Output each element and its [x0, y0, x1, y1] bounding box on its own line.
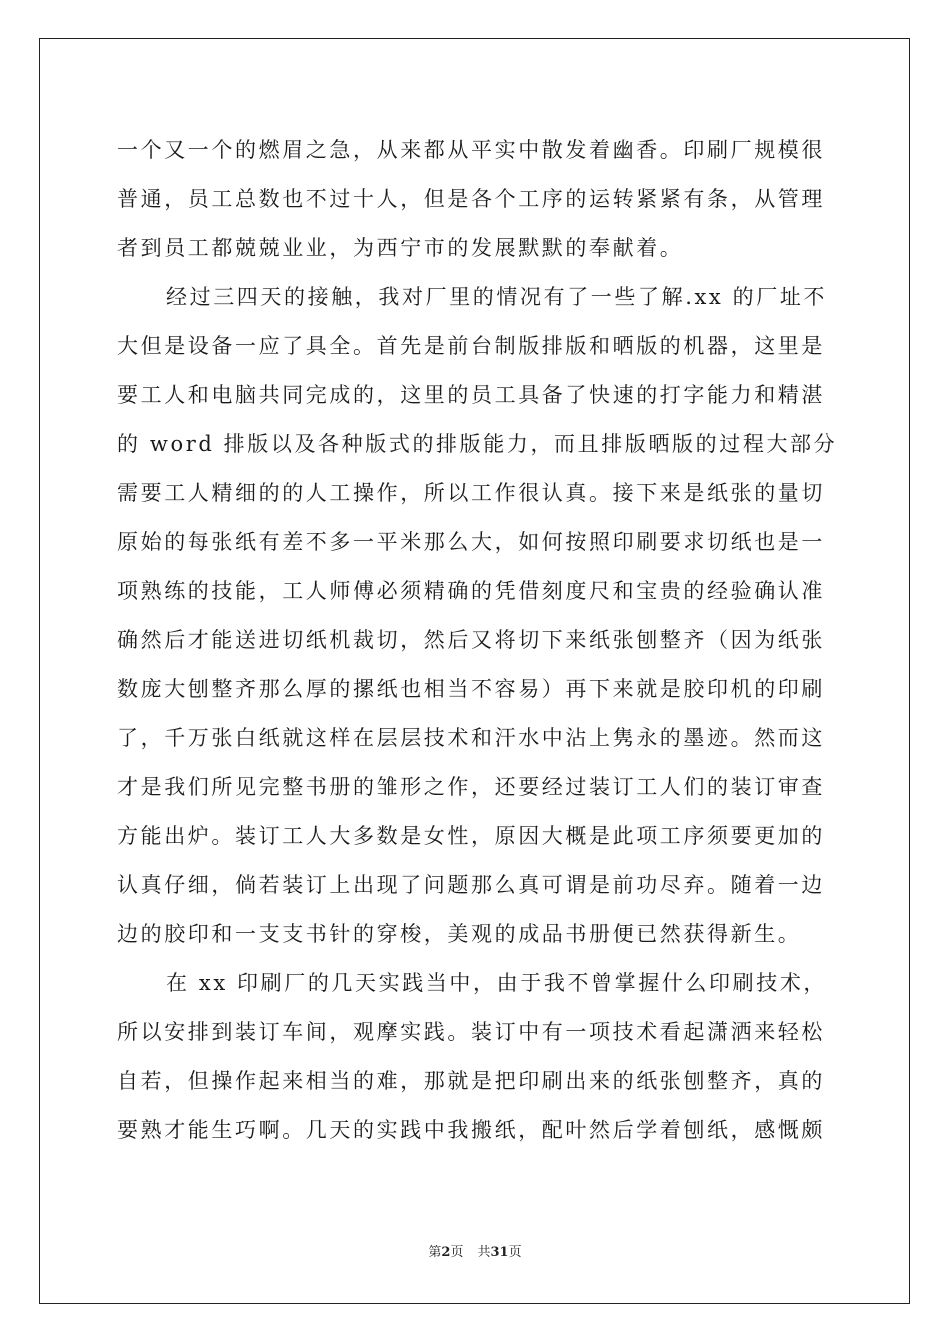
text-line: 确然后才能送进切纸机裁切，然后又将切下来纸张刨整齐（因为纸张	[117, 628, 825, 652]
text-line: 所以安排到装订车间，观摩实践。装订中有一项技术看起潇洒来轻松	[117, 1020, 825, 1044]
text-line: 的 word 排版以及各种版式的排版能力，而且排版晒版的过程大部分	[117, 432, 838, 456]
text-line: 方能出炉。装订工人大多数是女性，原因大概是此项工序须要更加的	[117, 824, 825, 848]
text-line: 大但是设备一应了具全。首先是前台制版排版和晒版的机器，这里是	[117, 334, 825, 358]
page-suffix: 页	[450, 1245, 464, 1260]
text-line: 才是我们所见完整书册的雏形之作，还要经过装订工人们的装订审查	[117, 775, 825, 799]
page-prefix: 第	[428, 1245, 442, 1260]
page-footer	[0, 1241, 950, 1260]
total-pages: 31	[490, 1245, 509, 1260]
text-line: 自若，但操作起来相当的难，那就是把印刷出来的纸张刨整齐，真的	[117, 1069, 825, 1093]
text-line: 原始的每张纸有差不多一平米那么大，如何按照印刷要求切纸也是一	[117, 530, 825, 554]
text-line: 项熟练的技能，工人师傅必须精确的凭借刻度尺和宝贵的经验确认准	[117, 579, 825, 603]
text-line: 一个又一个的燃眉之急，从来都从平实中散发着幽香。印刷厂规模很	[117, 138, 825, 162]
text-line: 边的胶印和一支支书针的穿梭，美观的成品书册便已然获得新生。	[117, 922, 802, 946]
text-line: 要工人和电脑共同完成的，这里的员工具备了快速的打字能力和精湛	[117, 383, 825, 407]
text-line: 认真仔细，倘若装订上出现了问题那么真可谓是前功尽弃。随着一边	[117, 873, 825, 897]
text-line: 要熟才能生巧啊。几天的实践中我搬纸，配叶然后学着刨纸，感慨颇	[117, 1118, 825, 1142]
text-line: 数庞大刨整齐那么厚的摞纸也相当不容易）再下来就是胶印机的印刷	[117, 677, 825, 701]
text-line: 经过三四天的接触，我对厂里的情况有了一些了解.xx 的厂址不	[166, 285, 828, 309]
page-number: 2	[441, 1245, 451, 1260]
text-line: 在 xx 印刷厂的几天实践当中，由于我不曾掌握什么印刷技术，	[166, 971, 828, 995]
document-body	[117, 126, 838, 1155]
text-line: 需要工人精细的的人工操作，所以工作很认真。接下来是纸张的量切	[117, 481, 825, 505]
text-line: 者到员工都兢兢业业，为西宁市的发展默默的奉献着。	[117, 236, 684, 260]
text-line: 普通，员工总数也不过十人，但是各个工序的运转紧紧有条，从管理	[117, 187, 825, 211]
text-line: 了，千万张白纸就这样在层层技术和汗水中沾上隽永的墨迹。然而这	[117, 726, 825, 750]
total-suffix: 页	[508, 1245, 522, 1260]
total-prefix: 共	[477, 1245, 491, 1260]
